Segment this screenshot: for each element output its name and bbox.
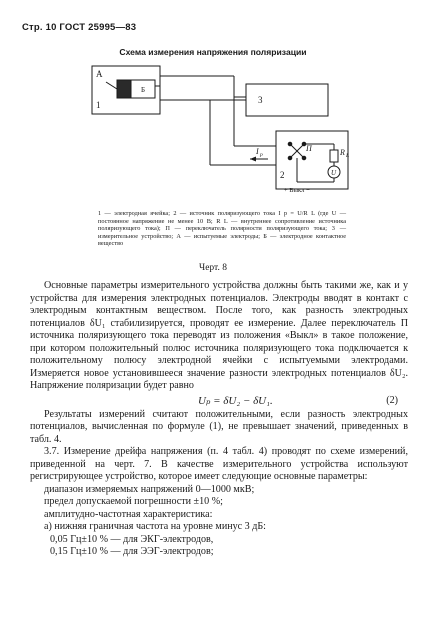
list-item: предел допускаемой погрешности ±10 %; bbox=[44, 496, 223, 507]
label-switch: + Выкл − bbox=[284, 187, 310, 194]
figure-title: Схема измерения напряжения поляризации bbox=[119, 47, 307, 57]
label-a: А bbox=[96, 69, 103, 79]
list-item: 0,05 Гц±10 % — для ЭКГ-электродов, bbox=[50, 533, 214, 545]
paragraph-1: Основные параметры измерительного устройства должны быть такими же, как и у устройства для измерения электродных потенциалов. Электроды вводят в контакт с электродным контактным веществом. После того, как разность электродных потенциалов δU₁ стабилизируется, проводят ее измерение. Далее переключатель П источника поляризующего тока переводят из положения «Выкл» в такое положение, при котором положительный полюс источника поляризующего тока подключается к положительному полюсу электродной ячейки с испытуемыми электродами. Измеряется новое установившееся значение разности электродных потенциалов δU₂. Напряжение поляризации будет равно bbox=[30, 280, 408, 391]
page-header: Стр. 10 ГОСТ 25995—83 bbox=[22, 22, 137, 33]
label-rl-sub: L bbox=[346, 153, 350, 159]
circuit-diagram bbox=[0, 0, 426, 210]
label-3: 3 bbox=[258, 95, 263, 105]
label-2: 2 bbox=[280, 170, 285, 180]
paragraph-2: Результаты измерений считают положительными, если разность электродных потенциалов, вычисленная по формуле (1), не превышает значений, приведенных в табл. 4. bbox=[30, 408, 408, 445]
list-item: а) нижняя граничная частота на уровне минус 3 дБ: bbox=[44, 521, 266, 532]
formula bbox=[30, 393, 408, 409]
label-1: 1 bbox=[96, 100, 101, 110]
label-ip: I bbox=[256, 147, 259, 156]
list-item: 0,15 Гц±10 % — для ЭЭГ-электродов; bbox=[50, 546, 214, 557]
current-arrow bbox=[250, 157, 256, 162]
figure-caption: Черт. 8 bbox=[199, 263, 227, 273]
formula-expression: Uₚ = δU₂ − δU₁. bbox=[198, 394, 273, 407]
resistor-rl bbox=[330, 150, 338, 162]
label-ip-sub: p bbox=[260, 152, 263, 158]
paragraph-3: 3.7. Измерение дрейфа напряжения (п. 4 табл. 4) проводят по схеме измерений, приведенной на черт. 7. В качестве измерительного устройства используют регистрирующее устройство, которое имеет следующие основные параметры: bbox=[30, 446, 408, 482]
label-p: П bbox=[306, 144, 312, 153]
parameter-list bbox=[30, 484, 408, 559]
electrode-block bbox=[117, 80, 131, 98]
label-u: U bbox=[331, 169, 337, 177]
label-b: Б bbox=[141, 86, 146, 94]
figure-legend: 1 — электродная ячейка; 2 — источник поляризующего тока I p = U/R L (где U — постоянное напряжение не менее 10 В; R L — внутреннее сопротивление источника поляризующего тока); П — переключатель полярности поляризующего тока; 3 — измерительное устройство; А — испытуемые электроды; Б — электродное контактное вещество bbox=[98, 210, 346, 248]
body-text bbox=[30, 280, 408, 559]
formula-number: (2) bbox=[386, 394, 398, 406]
list-item: диапазон измеряемых напряжений 0—1000 мкВ; bbox=[44, 483, 255, 495]
list-item: амплитудно-частотная характеристика: bbox=[44, 508, 213, 520]
label-rl: R bbox=[340, 148, 345, 157]
